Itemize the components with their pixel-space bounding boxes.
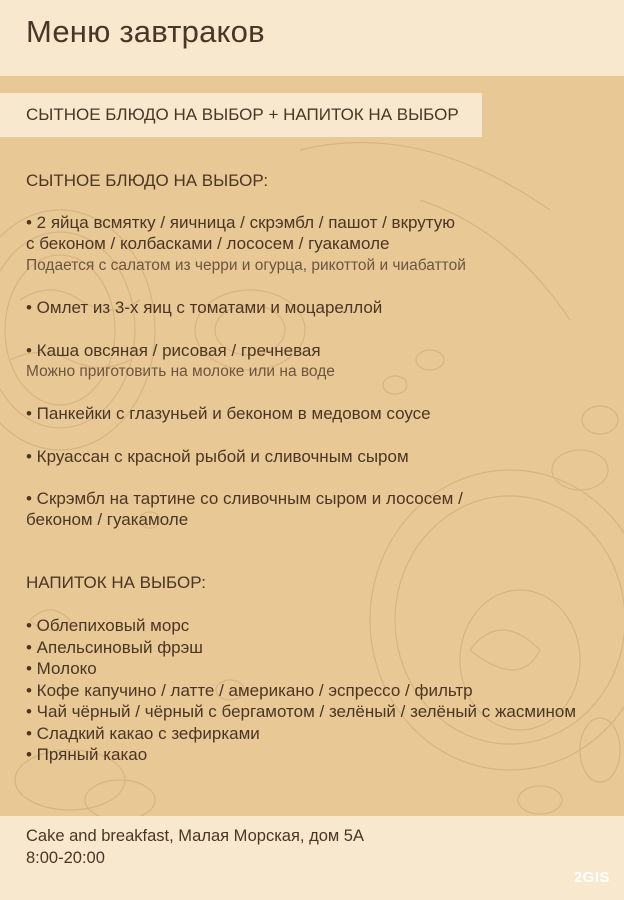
dish-eggs-line1: • 2 яйца всмятку / яичница / скрэмбл / пашот / вкрутую (26, 213, 456, 232)
2gis-watermark: 2GIS (573, 869, 610, 886)
drinks-heading: НАПИТОК НА ВЫБОР: (26, 573, 206, 592)
page-title: Меню завтраков (26, 14, 265, 49)
drink-item: • Чай чёрный / чёрный с бергамотом / зелёный / зелёный с жасмином (26, 702, 577, 721)
address-text: Cake and breakfast, Малая Морская, дом 5А (26, 827, 364, 845)
drink-item: • Пряный какао (26, 745, 148, 764)
opening-hours: 8:00-20:00 (26, 849, 105, 867)
dish-item-porridge: • Каша овсяная / рисовая / гречневая (26, 341, 321, 360)
drink-item: • Сладкий какао с зефирками (26, 723, 260, 743)
dish-eggs-note: Подается с салатом из черри и огурца, рикоттой и чиабаттой (26, 257, 466, 274)
drink-item: • Облепиховый морс (26, 616, 190, 635)
footer-panel (0, 816, 624, 900)
dish-porridge-note: Можно приготовить на молоке или на воде (26, 363, 335, 380)
drinks-list (26, 615, 576, 766)
dish-item-croissant: • Круассан с красной рыбой и сливочным сыром (26, 447, 409, 466)
dish-item-eggs (26, 212, 455, 254)
dish-item-scramble (26, 488, 463, 530)
main-dishes-heading: СЫТНОЕ БЛЮДО НА ВЫБОР: (26, 171, 269, 190)
drink-item: • Кофе капучино / латте / американо / эспрессо / фильтр (26, 680, 473, 700)
combo-banner (0, 93, 482, 137)
drink-item: • Апельсиновый фрэш (26, 637, 203, 657)
drink-item: • Молоко (26, 659, 97, 678)
combo-label: СЫТНОЕ БЛЮДО НА ВЫБОР + НАПИТОК НА ВЫБОР (26, 105, 459, 124)
dish-scramble-line2: беконом / гуакамоле (26, 510, 189, 529)
dish-item-omelette: • Омлет из 3-х яиц с томатами и моцареллой (26, 298, 383, 317)
dish-item-pancakes: • Панкейки с глазуньей и беконом в медовом соусе (26, 404, 431, 423)
dish-eggs-line2: с беконом / колбасками / лососем / гуакамоле (26, 234, 390, 253)
header-panel (0, 0, 624, 76)
dish-scramble-line1: • Скрэмбл на тартине со сливочным сыром и лососем / (26, 489, 463, 508)
